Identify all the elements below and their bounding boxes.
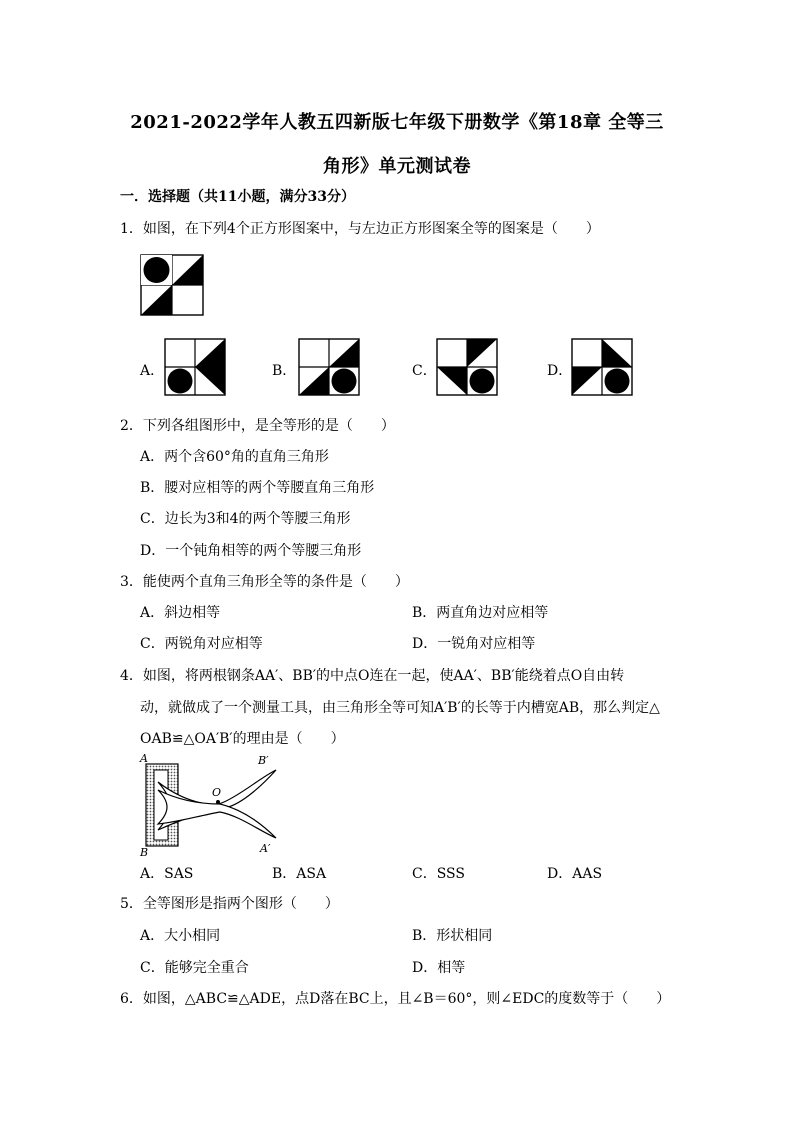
q5-option-c: C．能够完全重合	[140, 960, 249, 976]
q4-label-b-prime: B′	[258, 754, 269, 767]
q4-option-c: C．SSS	[412, 866, 465, 882]
q1-option-c-label: C．	[412, 363, 437, 379]
q4-stem-line-2: 动，就做成了一个测量工具，由三角形全等可知A′B′的长等于内槽宽AB，那么判定△	[140, 700, 660, 716]
q1-option-a-label: A．	[140, 363, 165, 379]
q4-option-b: B．ASA	[272, 866, 327, 882]
q2-option-c: C．边长为3和4的两个等腰三角形	[140, 511, 351, 527]
q4-caliper-figure	[134, 750, 284, 858]
q2-option-b: B．腰对应相等的两个等腰直角三角形	[140, 480, 375, 496]
q1-option-d-label: D．	[547, 363, 573, 379]
q1-option-c-figure	[436, 338, 498, 396]
q3-option-c: C．两锐角对应相等	[140, 636, 263, 652]
q4-label-a-prime: A′	[260, 842, 271, 855]
q4-stem-line-1: 4．如图，将两根钢条AA′、BB′的中点O连在一起，使AA′、BB′能绕着点O自由转	[120, 668, 625, 684]
q5-option-d: D．相等	[412, 960, 466, 976]
section-heading: 一．选择题（共11小题，满分33分）	[120, 189, 355, 205]
q3-option-a: A．斜边相等	[140, 605, 221, 621]
q1-option-d-figure	[571, 338, 633, 396]
q4-label-o: O	[212, 786, 222, 799]
title-line-1: 2021-2022学年人教五四新版七年级下册数学《第18章 全等三	[130, 112, 664, 133]
q4-label-a: A	[140, 752, 148, 765]
q3-stem: 3．能使两个直角三角形全等的条件是（ ）	[120, 574, 409, 590]
q5-stem: 5．全等图形是指两个图形（ ）	[120, 896, 339, 912]
q1-option-b-figure	[298, 338, 360, 396]
q1-stem: 1．如图，在下列4个正方形图案中，与左边正方形图案全等的图案是（ ）	[120, 221, 600, 237]
q3-option-b: B．两直角边对应相等	[412, 605, 549, 621]
q5-option-b: B．形状相同	[412, 928, 493, 944]
q4-stem-line-3: OAB≌△OA′B′的理由是（ ）	[140, 731, 345, 747]
q2-option-a: A．两个含60°角的直角三角形	[140, 449, 329, 465]
q4-option-d: D．AAS	[547, 866, 603, 882]
q1-reference-figure	[140, 254, 204, 316]
q2-option-d: D．一个钝角相等的两个等腰三角形	[140, 543, 362, 559]
q4-option-a: A．SAS	[140, 866, 194, 882]
q3-option-d: D．一锐角对应相等	[412, 636, 536, 652]
q6-stem: 6．如图，△ABC≌△ADE，点D落在BC上，且∠B＝60°，则∠EDC的度数等于（ ）	[120, 991, 671, 1007]
q5-option-a: A．大小相同	[140, 928, 221, 944]
q1-option-b-label: B．	[272, 363, 297, 379]
title-line-2: 角形》单元测试卷	[323, 156, 471, 177]
q1-option-a-figure	[164, 338, 226, 396]
q4-label-b: B	[140, 846, 149, 858]
q2-stem: 2．下列各组图形中，是全等形的是（ ）	[120, 418, 395, 434]
